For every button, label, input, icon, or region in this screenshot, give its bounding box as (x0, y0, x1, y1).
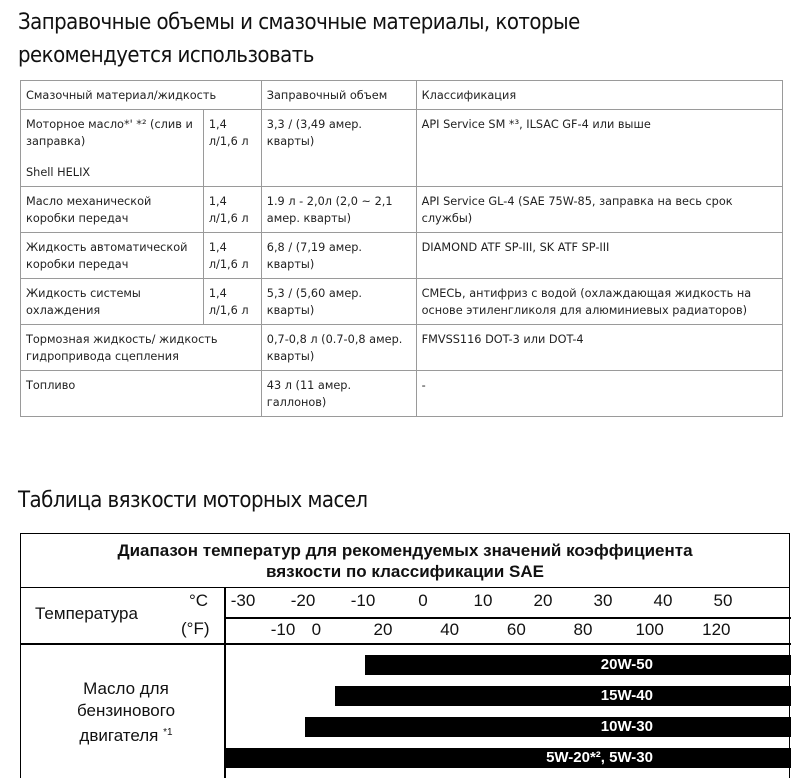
table-row (21, 233, 783, 279)
fluids-table (20, 80, 783, 417)
viscosity-chart (20, 533, 790, 778)
fahrenheit-tick: 20 (373, 620, 393, 639)
fahrenheit-tick: -10 (270, 620, 296, 639)
cell-class: FMVSS116 DOT-3 или DOT-4 (416, 325, 782, 371)
viscosity-title-line-2: вязкости по классификации SAE (265, 562, 545, 581)
grade-bar: 15W-40 (335, 686, 791, 706)
viscosity-chart-title (21, 534, 789, 588)
table-row (21, 371, 783, 417)
table-header-row (21, 81, 783, 110)
table-row (21, 325, 783, 371)
cell-volume-l: 1,4 л/1,6 л (203, 187, 261, 233)
gasoline-engine-oil-label (51, 678, 201, 747)
cell-name: Тормозная жидкость/ жидкость гидропривода сцепления (21, 325, 262, 371)
cell-name: Топливо (21, 371, 262, 417)
section-title-viscosity: Таблица вязкости моторных масел (18, 488, 368, 513)
header-cell: Смазочный материал/жидкость (21, 81, 262, 110)
fluid-note: Shell HELIX (26, 166, 91, 179)
cell-class: API Service SM *³, ILSAC GF-4 или выше (416, 110, 782, 187)
cell-name: Масло механической коробки передач (21, 187, 204, 233)
fahrenheit-tick: 80 (573, 620, 593, 639)
scale-row-divider (224, 617, 791, 619)
cell-volume-l: 1,4 л/1,6 л (203, 279, 261, 325)
grade-bar: 10W-30 (305, 717, 791, 737)
header-cell: Классификация (416, 81, 782, 110)
fahrenheit-tick: 100 (635, 620, 664, 639)
cell-class: СМЕСЬ, антифриз с водой (охлаждающая жидкость на основе этиленгликоля для алюминиевых радиаторов) (416, 279, 782, 325)
cell-volume-l: 1,4 л/1,6 л (203, 233, 261, 279)
celsius-tick: 20 (533, 591, 553, 610)
page-title: Заправочные объемы и смазочные материалы, которые рекомендуется использовать (18, 10, 580, 68)
grade-bar: 20W-50 (365, 655, 791, 675)
engine-label-note: *1 (163, 727, 173, 738)
fluid-name: Моторное масло*' *² (слив и заправка) (26, 118, 193, 148)
celsius-tick: 30 (593, 591, 613, 610)
viscosity-title-line-1: Диапазон температур для рекомендуемых значений коэффициента (117, 541, 693, 560)
temperature-label: Температура (35, 604, 138, 623)
fahrenheit-tick: 120 (702, 620, 731, 639)
celsius-tick: -20 (290, 591, 316, 610)
header-cell: Заправочный объем (261, 81, 416, 110)
celsius-tick: -30 (230, 591, 256, 610)
celsius-tick: 0 (418, 591, 428, 610)
cell-volume: 1.9 л - 2,0л (2,0 ~ 2,1 амер. кварты) (261, 187, 416, 233)
celsius-tick: 50 (713, 591, 733, 610)
cell-volume: 6,8 / (7,19 амер. кварты) (261, 233, 416, 279)
grade-bar: 5W-20*², 5W-30 (225, 748, 791, 768)
cell-class: - (416, 371, 782, 417)
fahrenheit-tick: 60 (506, 620, 526, 639)
unit-fahrenheit: (°F) (181, 619, 210, 638)
celsius-tick: -10 (350, 591, 376, 610)
table-row (21, 110, 783, 187)
cell-name: Жидкость автоматической коробки передач (21, 233, 204, 279)
cell-volume: 3,3 / (3,49 амер. кварты) (261, 110, 416, 187)
table-row (21, 279, 783, 325)
engine-label-text: Масло для бензинового двигателя (76, 679, 176, 745)
cell-volume: 0,7-0,8 л (0.7-0,8 амер. кварты) (261, 325, 416, 371)
cell-volume: 43 л (11 амер. галлонов) (261, 371, 416, 417)
celsius-tick: 10 (473, 591, 493, 610)
cell-name (21, 110, 204, 187)
cell-class: DIAMOND ATF SP-III, SK ATF SP-III (416, 233, 782, 279)
cell-class: API Service GL-4 (SAE 75W-85, заправка на весь срок службы) (416, 187, 782, 233)
scale-bottom-divider (21, 643, 791, 645)
table-row (21, 187, 783, 233)
cell-volume-l: 1,4 л/1,6 л (203, 110, 261, 187)
fahrenheit-tick: 0 (311, 620, 322, 639)
cell-name: Жидкость системы охлаждения (21, 279, 204, 325)
unit-celsius: °C (189, 591, 209, 610)
cell-volume: 5,3 / (5,60 амер. кварты) (261, 279, 416, 325)
fahrenheit-tick: 40 (440, 620, 460, 639)
celsius-tick: 40 (653, 591, 673, 610)
